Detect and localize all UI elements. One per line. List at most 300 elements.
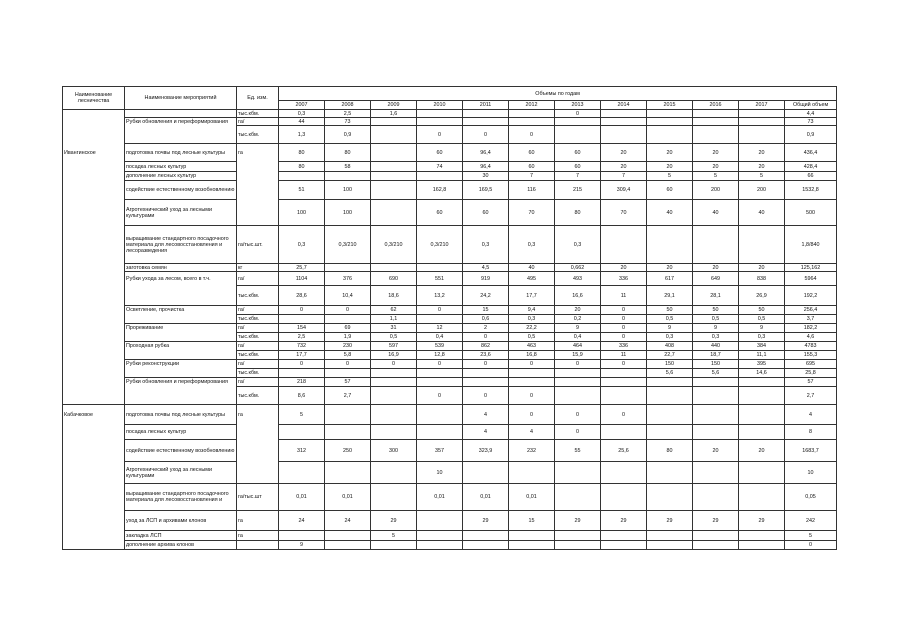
unit-cell [237,162,279,172]
value-cell: 0 [601,333,647,342]
value-cell: 29,1 [647,286,693,306]
value-cell [417,315,463,324]
table-row [63,333,837,342]
value-cell [325,172,371,181]
value-cell [417,378,463,387]
value-cell [371,387,417,405]
value-cell: 440 [693,342,739,351]
value-cell [371,172,417,181]
table-row [63,425,837,440]
value-cell: 55 [555,440,601,462]
value-cell [555,462,601,484]
value-cell [371,425,417,440]
value-cell: 26,9 [739,286,785,306]
value-cell: 60 [647,181,693,200]
value-cell: 96,4 [463,144,509,162]
value-cell: 169,5 [463,181,509,200]
value-cell: 0,5 [693,315,739,324]
value-cell: 60 [417,200,463,226]
measure-cell: дополнение лесных культур [125,172,237,181]
value-cell: 28,1 [693,286,739,306]
value-cell: 154 [279,324,325,333]
value-cell: 4 [463,425,509,440]
forestry-cell [63,342,125,351]
value-cell: 0 [601,306,647,315]
measure-cell: закладка ЛСП [125,531,237,541]
value-cell: 20 [739,440,785,462]
table-row [63,306,837,315]
table-row [63,440,837,462]
value-cell: 29 [601,511,647,531]
value-cell [325,531,371,541]
value-cell: 0 [555,425,601,440]
unit-cell: га/ [237,360,279,369]
value-cell: 0,9 [325,126,371,144]
measure-cell: Рубки реконструкции [125,360,237,369]
unit-cell [237,172,279,181]
header-year: 2011 [463,101,509,110]
unit-cell: га/тыс.шт. [237,226,279,264]
value-cell: 838 [739,272,785,286]
value-cell: 0,3 [693,333,739,342]
value-cell [463,378,509,387]
value-cell [509,118,555,126]
value-cell: 5,8 [325,351,371,360]
value-cell: 5 [279,405,325,425]
table-row [63,286,837,306]
value-cell [693,462,739,484]
unit-cell: га/ [237,378,279,387]
value-cell: 150 [647,360,693,369]
value-cell: 1,3 [279,126,325,144]
value-cell [647,110,693,118]
value-cell: 2 [463,324,509,333]
total-cell: 1,8/840 [785,226,837,264]
forestry-cell [63,440,125,462]
value-cell [371,126,417,144]
value-cell [601,531,647,541]
value-cell: 5,6 [647,369,693,378]
value-cell: 0,01 [279,484,325,511]
measure-cell: подготовка почвы под лесные культуры [125,144,237,162]
forestry-cell [63,425,125,440]
value-cell: 60 [463,200,509,226]
value-cell: 62 [371,306,417,315]
total-cell: 5964 [785,272,837,286]
table-row [63,118,837,126]
table-row [63,360,837,369]
value-cell: 7 [601,172,647,181]
value-cell [601,541,647,550]
value-cell: 31 [371,324,417,333]
table-row [63,264,837,272]
value-cell: 0,5 [739,315,785,324]
volumes-table [62,86,837,550]
measure-cell [125,286,237,306]
forestry-cell [63,172,125,181]
value-cell: 74 [417,162,463,172]
value-cell: 29 [371,511,417,531]
value-cell: 15 [463,306,509,315]
value-cell: 336 [601,272,647,286]
forestry-cell [63,315,125,324]
forestry-cell [63,200,125,226]
table-row [63,200,837,226]
value-cell: 0,01 [325,484,371,511]
value-cell: 0,3 [509,315,555,324]
total-cell: 4,4 [785,110,837,118]
value-cell: 0,662 [555,264,601,272]
value-cell: 0,5 [509,333,555,342]
value-cell: 17,7 [279,351,325,360]
measure-cell: посадка лесных культур [125,162,237,172]
value-cell [325,541,371,550]
header-volumes: Объемы по годам [279,87,837,101]
value-cell [601,226,647,264]
table-row [63,126,837,144]
total-cell: 8 [785,425,837,440]
table-row [63,462,837,484]
value-cell: 12,8 [417,351,463,360]
measure-cell [125,110,237,118]
value-cell [555,369,601,378]
value-cell: 80 [279,162,325,172]
value-cell: 0 [463,360,509,369]
value-cell: 1,9 [325,333,371,342]
value-cell: 11,1 [739,351,785,360]
total-cell: 256,4 [785,306,837,315]
value-cell [509,369,555,378]
measure-cell: Рубки ухода за лесом, всего в т.ч. [125,272,237,286]
value-cell: 9 [693,324,739,333]
table-row [63,272,837,286]
forestry-cell [63,351,125,360]
table-row [63,378,837,387]
value-cell: 0 [601,315,647,324]
value-cell [601,484,647,511]
measure-cell [125,351,237,360]
value-cell [647,118,693,126]
header-year: 2012 [509,101,555,110]
value-cell: 0 [509,126,555,144]
value-cell [601,387,647,405]
value-cell: 0 [509,360,555,369]
value-cell: 80 [279,144,325,162]
value-cell: 0 [417,126,463,144]
value-cell: 1,1 [371,315,417,324]
value-cell: 5 [371,531,417,541]
value-cell: 11 [601,286,647,306]
value-cell: 80 [325,144,371,162]
unit-cell: кг [237,264,279,272]
header-year: Общий объем [785,101,837,110]
total-cell: 436,4 [785,144,837,162]
value-cell: 232 [509,440,555,462]
value-cell: 0,3 [509,226,555,264]
total-cell: 695 [785,360,837,369]
value-cell [693,405,739,425]
value-cell: 22,7 [647,351,693,360]
value-cell [371,484,417,511]
value-cell: 0 [417,306,463,315]
unit-cell: тыс.кбм. [237,315,279,324]
value-cell: 0 [417,387,463,405]
table-row [63,531,837,541]
value-cell: 7 [509,172,555,181]
value-cell: 17,7 [509,286,555,306]
unit-cell: га [237,511,279,531]
value-cell: 0,3 [647,333,693,342]
value-cell: 25,6 [601,440,647,462]
value-cell [371,200,417,226]
value-cell: 40 [509,264,555,272]
value-cell: 29 [647,511,693,531]
forestry-cell [63,126,125,144]
unit-cell: тыс.кбм. [237,110,279,118]
value-cell [739,378,785,387]
value-cell: 116 [509,181,555,200]
measure-cell [125,387,237,405]
value-cell [555,531,601,541]
value-cell [509,462,555,484]
unit-cell [237,462,279,484]
unit-cell: га [237,144,279,162]
total-cell: 25,8 [785,369,837,378]
value-cell: 20 [693,440,739,462]
value-cell [693,541,739,550]
value-cell [279,172,325,181]
value-cell [417,405,463,425]
value-cell: 100 [325,200,371,226]
value-cell [325,405,371,425]
value-cell [739,484,785,511]
value-cell: 0 [601,360,647,369]
value-cell: 408 [647,342,693,351]
value-cell: 29 [693,511,739,531]
unit-cell: га [237,405,279,425]
value-cell: 0,3 [279,110,325,118]
value-cell: 18,6 [371,286,417,306]
value-cell [647,226,693,264]
unit-cell: га/ [237,324,279,333]
value-cell: 0,5 [647,315,693,324]
measure-cell [125,369,237,378]
value-cell [647,541,693,550]
value-cell: 20 [647,264,693,272]
value-cell: 2,5 [325,110,371,118]
value-cell: 9,4 [509,306,555,315]
forestry-cell [63,226,125,264]
measure-cell: посадка лесных культур [125,425,237,440]
value-cell: 9 [647,324,693,333]
value-cell [555,378,601,387]
value-cell: 250 [325,440,371,462]
table-row [63,342,837,351]
value-cell: 0 [601,405,647,425]
value-cell [417,369,463,378]
value-cell: 24 [325,511,371,531]
value-cell: 20 [739,144,785,162]
value-cell: 0,01 [509,484,555,511]
value-cell [417,264,463,272]
value-cell [417,110,463,118]
value-cell: 0 [325,306,371,315]
value-cell: 16,8 [509,351,555,360]
value-cell: 0 [555,110,601,118]
total-cell: 155,3 [785,351,837,360]
table-row [63,144,837,162]
value-cell: 100 [279,200,325,226]
value-cell [693,110,739,118]
value-cell [739,425,785,440]
value-cell: 10 [417,462,463,484]
unit-cell [237,425,279,440]
unit-cell: га/ [237,118,279,126]
value-cell: 24 [279,511,325,531]
value-cell: 395 [739,360,785,369]
value-cell: 0,3/210 [371,226,417,264]
value-cell: 0,01 [463,484,509,511]
table-row [63,110,837,118]
value-cell: 862 [463,342,509,351]
total-cell: 2,7 [785,387,837,405]
value-cell: 80 [555,200,601,226]
value-cell: 60 [509,162,555,172]
total-cell: 0 [785,541,837,550]
forestry-cell [63,369,125,378]
value-cell: 25,7 [279,264,325,272]
header-year: 2008 [325,101,371,110]
value-cell [647,126,693,144]
value-cell [325,462,371,484]
unit-cell [237,200,279,226]
value-cell: 20 [601,144,647,162]
forestry-cell [63,360,125,369]
value-cell: 0,4 [417,333,463,342]
header-year: 2009 [371,101,417,110]
value-cell: 50 [739,306,785,315]
total-cell: 4783 [785,342,837,351]
value-cell: 4,5 [463,264,509,272]
table-row [63,172,837,181]
measure-cell: заготовка семян [125,264,237,272]
value-cell [555,541,601,550]
value-cell: 16,6 [555,286,601,306]
value-cell [693,425,739,440]
value-cell: 649 [693,272,739,286]
value-cell [693,484,739,511]
forestry-cell [63,324,125,333]
value-cell: 0 [555,405,601,425]
measure-cell: содействие естественному возобновлению [125,181,237,200]
total-cell: 3,7 [785,315,837,324]
total-cell: 500 [785,200,837,226]
value-cell: 0 [417,360,463,369]
forestry-cell [63,511,125,531]
value-cell: 44 [279,118,325,126]
value-cell: 5,6 [693,369,739,378]
value-cell: 597 [371,342,417,351]
value-cell [279,531,325,541]
measure-cell [125,126,237,144]
value-cell [417,531,463,541]
value-cell: 20 [739,162,785,172]
value-cell [371,378,417,387]
value-cell: 617 [647,272,693,286]
measure-cell [125,333,237,342]
total-cell: 1532,8 [785,181,837,200]
value-cell: 539 [417,342,463,351]
measure-cell: дополнение архива клонов [125,541,237,550]
value-cell: 22,2 [509,324,555,333]
value-cell: 0,4 [555,333,601,342]
value-cell: 0 [279,306,325,315]
value-cell: 1,6 [371,110,417,118]
value-cell [693,387,739,405]
measure-cell: Осветление, прочистка [125,306,237,315]
value-cell [739,118,785,126]
measure-cell: Агротехнический уход за лесными культурами [125,200,237,226]
value-cell [647,405,693,425]
value-cell: 690 [371,272,417,286]
forestry-cell [63,541,125,550]
value-cell [601,118,647,126]
value-cell: 2,5 [279,333,325,342]
value-cell: 50 [647,306,693,315]
value-cell [693,531,739,541]
value-cell: 100 [325,181,371,200]
value-cell: 60 [555,162,601,172]
value-cell [739,126,785,144]
value-cell: 0 [509,405,555,425]
forestry-cell [63,110,125,118]
value-cell [739,110,785,118]
measure-cell: выращивание стандартного посадочного материала для лесовосстановления и [125,484,237,511]
unit-cell: га/ [237,306,279,315]
unit-cell: га/ [237,342,279,351]
value-cell: 495 [509,272,555,286]
value-cell: 73 [325,118,371,126]
value-cell [463,110,509,118]
table-row [63,387,837,405]
value-cell [417,118,463,126]
value-cell [371,405,417,425]
value-cell [693,378,739,387]
value-cell [371,144,417,162]
value-cell: 0 [463,126,509,144]
header-year: 2007 [279,101,325,110]
value-cell [371,118,417,126]
value-cell: 29 [463,511,509,531]
value-cell: 162,8 [417,181,463,200]
total-cell: 5 [785,531,837,541]
measure-cell: содействие естественному возобновлению [125,440,237,462]
value-cell: 0,3 [555,226,601,264]
value-cell: 732 [279,342,325,351]
value-cell [279,315,325,324]
header-unit: Ед. изм. [237,87,279,110]
value-cell: 551 [417,272,463,286]
value-cell [647,484,693,511]
value-cell: 15,9 [555,351,601,360]
value-cell: 60 [509,144,555,162]
total-cell: 192,2 [785,286,837,306]
value-cell [371,369,417,378]
table-row [63,162,837,172]
value-cell [601,126,647,144]
value-cell: 230 [325,342,371,351]
unit-cell: тыс.кбм. [237,126,279,144]
